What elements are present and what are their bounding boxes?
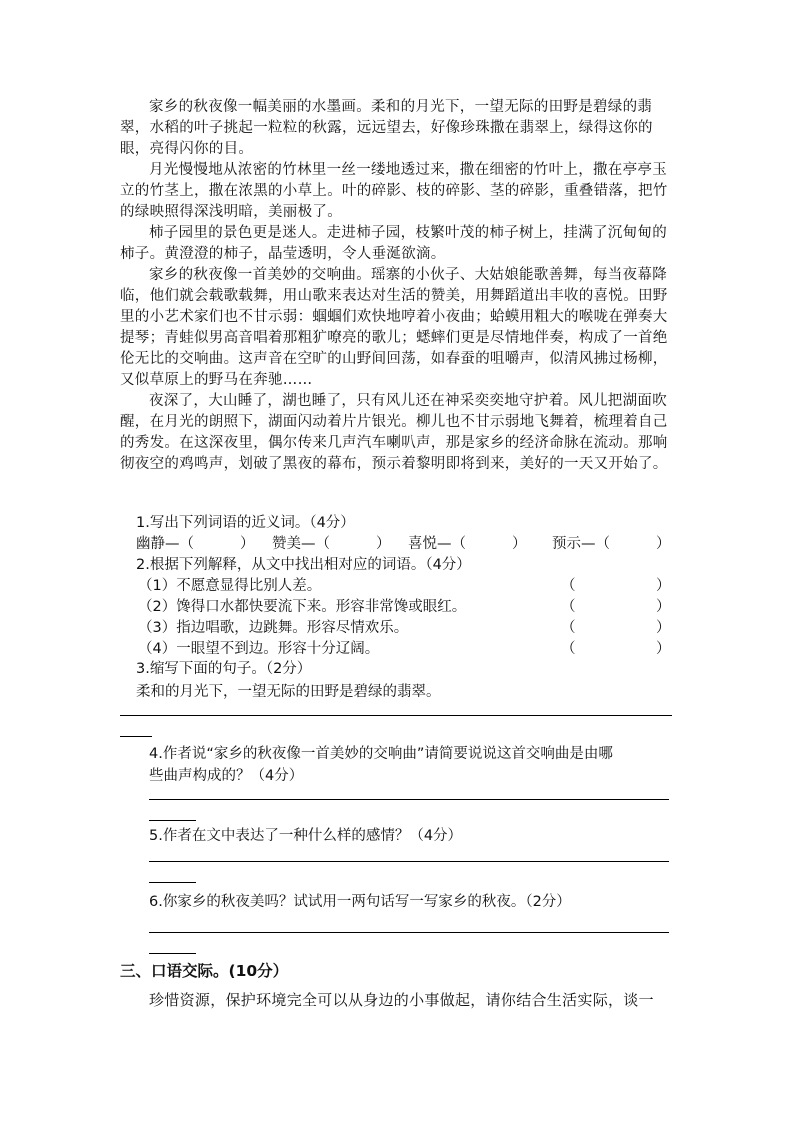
- q5-answer-line[interactable]: [149, 861, 669, 862]
- question-4-prompt-line-2: 些曲声构成的？（4分）: [149, 768, 304, 784]
- passage-paragraph-4: 家乡的秋夜像一首美妙的交响曲。瑶寨的小伙子、大姑娘能歌善舞，每当夜幕降临，他们就会载歌载舞，用山歌来表达对生活的赞美，用舞蹈道出丰收的喜悦。田野里的小艺术家们也不甘示弱：蝈蝈们欢快地哼着小夜曲；蛤蟆用粗大的喉咙在弹奏大提琴；青蛙似男高音唱着那粗犷嘹亮的歌儿；蟋蟀们更是尽情地伴奏，构成了一首绝伦无比的交响曲。这声音在空旷的山野间回荡，如春蚕的咀嚼声，似清风拂过杨柳，又似草原上的野马在奔驰……: [120, 267, 668, 388]
- q2-paren-open-2: （: [561, 599, 576, 615]
- q2-paren-close-1: ）: [656, 578, 671, 594]
- question-3-prompt: 3.缩写下面的句子。（2分）: [136, 661, 312, 677]
- q2-paren-open-4: （: [561, 641, 576, 657]
- q2-paren-close-3: ）: [656, 620, 671, 636]
- q3-answer-line-tail: [120, 736, 152, 737]
- q1-item-1: 幽静—（ ）: [136, 536, 255, 552]
- q1-item-2: 赞美—（ ）: [272, 536, 391, 552]
- question-6-prompt: 6.你家乡的秋夜美吗？试试用一两句话写一写家乡的秋夜。（2分）: [149, 894, 571, 910]
- q5-answer-line-tail: [149, 882, 196, 883]
- q2-definition-2: （2）馋得口水都快要流下来。形容非常馋或眼红。: [138, 599, 467, 615]
- q2-paren-open-1: （: [561, 578, 576, 594]
- q4-answer-line-tail: [149, 820, 196, 821]
- q6-answer-line-tail: [149, 953, 196, 954]
- passage-paragraph-1: 家乡的秋夜像一幅美丽的水墨画。柔和的月光下，一望无际的田野是碧绿的翡翠，水稻的叶子挑起一粒粒的秋露，远远望去，好像珍珠撒在翡翠上，绿得这你的眼，亮得闪你的目。: [120, 99, 653, 157]
- question-1-prompt: 1.写出下列词语的近义词。（4分）: [136, 515, 355, 531]
- question-4-prompt-line-1: 4.作者说“家乡的秋夜像一首美妙的交响曲”请简要说说这首交响曲是由哪: [149, 746, 613, 762]
- section-3-title: 三、口语交际。(10分）: [120, 962, 289, 980]
- passage-paragraph-3: 柿子园里的景色更是迷人。走进柿子园，枝繁叶茂的柿子树上，挂满了沉甸甸的柿子。黄澄澄的柿子，晶莹透明，令人垂涎欲滴。: [120, 225, 667, 262]
- q2-definition-1: （1）不愿意显得比别人差。: [138, 578, 322, 594]
- q2-paren-open-3: （: [561, 620, 576, 636]
- q2-paren-close-2: ）: [656, 599, 671, 615]
- passage-paragraph-5: 夜深了，大山睡了，湖也睡了，只有风儿还在神采奕奕地守护着。风儿把湖面吹醒，在月光的朗照下，湖面闪动着片片银光。柳儿也不甘示弱地飞舞着，梳理着自己的秀发。在这深夜里，偶尔传来几声汽车喇叭声，那是家乡的经济命脉在流动。那响彻夜空的鸡鸣声，划破了黑夜的幕布，预示着黎明即将到来，美好的一天又开始了。: [120, 393, 668, 472]
- q1-item-3: 喜悦—（ ）: [408, 536, 527, 552]
- q4-answer-line[interactable]: [149, 799, 669, 800]
- q1-item-4: 预示—（ ）: [552, 536, 671, 552]
- q2-definition-3: （3）指边唱歌，边跳舞。形容尽情欢乐。: [138, 620, 409, 636]
- q2-paren-close-4: ）: [656, 641, 671, 657]
- question-5-prompt: 5.作者在文中表达了一种什么样的感情？（4分）: [149, 828, 463, 844]
- question-3-sentence: 柔和的月光下，一望无际的田野是碧绿的翡翠。: [136, 684, 441, 700]
- q2-definition-4: （4）一眼望不到边。形容十分辽阔。: [138, 641, 380, 657]
- q3-answer-line[interactable]: [120, 715, 672, 716]
- q6-answer-line[interactable]: [149, 932, 669, 933]
- passage-paragraph-2: 月光慢慢地从浓密的竹林里一丝一缕地透过来，撒在细密的竹叶上，撒在亭亭玉立的竹茎上，撒在浓黑的小草上。叶的碎影、枝的碎影、茎的碎影，重叠错落，把竹的绿映照得深浅明暗，美丽极了。: [120, 162, 668, 220]
- question-2-prompt: 2.根据下列解释，从文中找出相对应的词语。（4分）: [136, 557, 471, 573]
- section-3-text: 珍惜资源，保护环境完全可以从身边的小事做起，请你结合生活实际，谈一: [149, 991, 654, 1009]
